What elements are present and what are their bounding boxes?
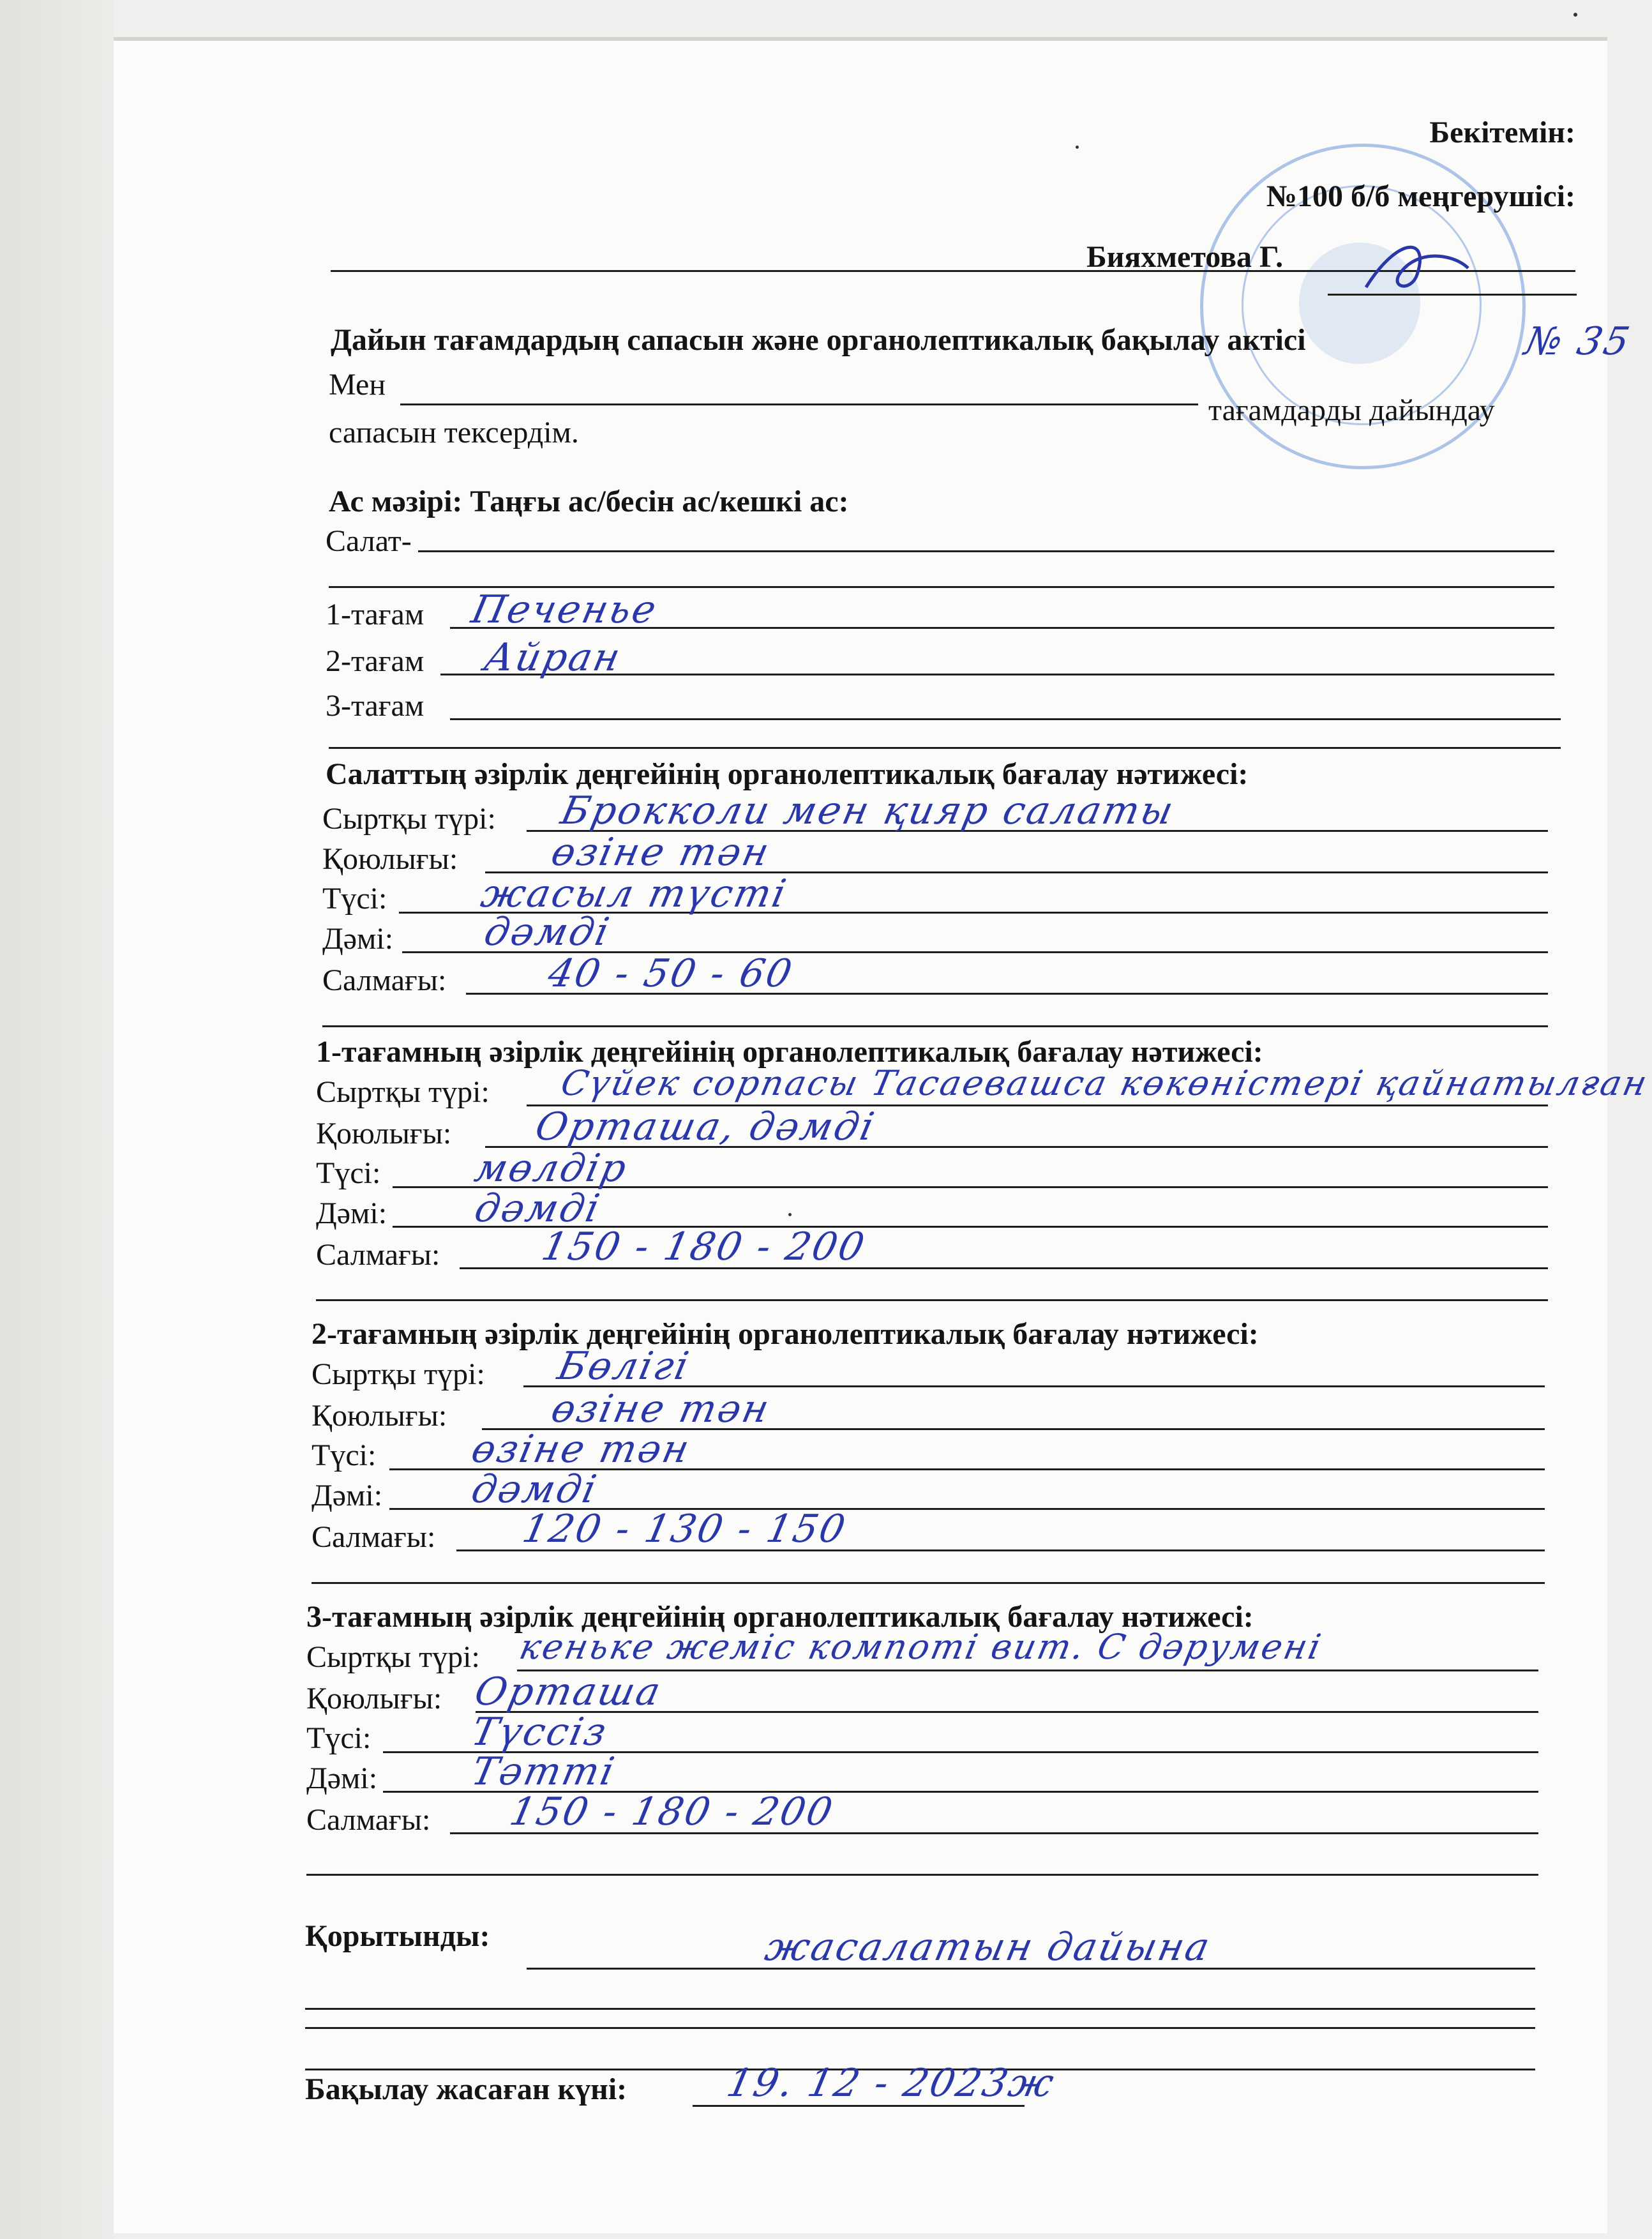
dish1-consistency-label: Қоюлығы: bbox=[316, 1117, 452, 1150]
salad-weight-label: Салмағы: bbox=[322, 963, 447, 997]
conclusion-line-3 bbox=[305, 2027, 1535, 2029]
salad-color-value: жасыл түсті bbox=[477, 871, 792, 916]
act-number: № 35 bbox=[1521, 319, 1635, 364]
approve-label: Бекітемін: bbox=[1429, 116, 1575, 149]
salad-end-line bbox=[322, 1025, 1548, 1027]
salad-appearance-label: Сыртқы түрі: bbox=[322, 802, 496, 836]
dish1-label: 1-тағам bbox=[326, 598, 424, 631]
dish3-appearance-label: Сыртқы түрі: bbox=[306, 1640, 480, 1674]
dish1-taste-label: Дәмі: bbox=[316, 1196, 387, 1230]
dish2-appearance-label: Сыртқы түрі: bbox=[312, 1357, 485, 1391]
dish2-heading: 2-тағамның әзірлік деңгейінің органолептикалық бағалау нәтижесі: bbox=[312, 1317, 1259, 1351]
dish2-appearance-value: Бөлігі bbox=[553, 1344, 695, 1389]
conclusion-value: жасалатын дайына bbox=[761, 1925, 1215, 1970]
dish2-label: 2-тағам bbox=[326, 644, 424, 678]
dish2-taste-label: Дәмі: bbox=[312, 1479, 383, 1512]
dish3-line-2 bbox=[329, 747, 1561, 749]
date-value: 19. 12 - 2023ж bbox=[723, 2061, 1060, 2106]
salad-color-label: Түсі: bbox=[322, 882, 387, 916]
dish1-taste-value: дәмді bbox=[470, 1186, 605, 1231]
dish2-color-label: Түсі: bbox=[312, 1438, 377, 1472]
dish2-taste-value: дәмді bbox=[467, 1467, 602, 1512]
dish3-color-value: Түссіз bbox=[467, 1710, 612, 1754]
menu-label: Ас мәзірі: Таңғы ас/бесін ас/кешкі ас: bbox=[329, 485, 849, 518]
dish2-weight-label: Салмағы: bbox=[312, 1520, 436, 1554]
intro-me: Мен bbox=[329, 368, 386, 402]
dish2-consistency-value: өзіне тән bbox=[547, 1387, 775, 1431]
dish3-line bbox=[450, 718, 1561, 720]
dish2-color-value: өзіне тән bbox=[467, 1427, 695, 1472]
salad-heading: Салаттың әзірлік деңгейінің органолептикалық бағалау нәтижесі: bbox=[326, 757, 1249, 791]
scan-speck bbox=[1076, 146, 1079, 149]
dish1-color-label: Түсі: bbox=[316, 1156, 381, 1190]
dish3-weight-value: 150 - 180 - 200 bbox=[506, 1790, 838, 1834]
dish1-end-line bbox=[316, 1299, 1548, 1301]
dish3-consistency-label: Қоюлығы: bbox=[306, 1682, 442, 1715]
date-label: Бақылау жасаған күні: bbox=[305, 2072, 627, 2106]
dish2-consistency-label: Қоюлығы: bbox=[312, 1399, 447, 1433]
dish3-label: 3-тағам bbox=[326, 689, 424, 723]
salad-line bbox=[418, 550, 1554, 552]
conclusion-label: Қорытынды: bbox=[305, 1919, 490, 1953]
dish3-weight-label: Салмағы: bbox=[306, 1803, 431, 1837]
dish3-end-line bbox=[306, 1874, 1538, 1876]
dish2-end-line bbox=[312, 1582, 1545, 1584]
salad-consistency-label: Қоюлығы: bbox=[322, 842, 458, 876]
salad-taste-label: Дәмі: bbox=[322, 922, 394, 956]
dish1-appearance-label: Сыртқы түрі: bbox=[316, 1075, 490, 1109]
dish3-taste-value: Тәтті bbox=[467, 1749, 620, 1794]
dish3-taste-label: Дәмі: bbox=[306, 1761, 378, 1795]
page-left-shadow bbox=[0, 0, 114, 2239]
salad-weight-value: 40 - 50 - 60 bbox=[544, 951, 798, 996]
position-label: №100 б/б меңгерушісі: bbox=[1266, 179, 1575, 213]
dish3-color-label: Түсі: bbox=[306, 1721, 372, 1755]
sheet-top-edge bbox=[114, 37, 1607, 41]
signature-mark bbox=[1360, 230, 1475, 300]
dish1-weight-value: 150 - 180 - 200 bbox=[537, 1225, 870, 1269]
document-title: Дайын тағамдардың сапасын және органолептикалық бақылау актісі bbox=[331, 323, 1306, 357]
dish2-weight-value: 120 - 130 - 150 bbox=[518, 1507, 851, 1551]
scan-speck bbox=[1573, 13, 1577, 17]
dish1-weight-label: Салмағы: bbox=[316, 1238, 440, 1272]
salad-consistency-value: өзіне тән bbox=[547, 830, 775, 875]
dish3-appearance-line bbox=[517, 1670, 1538, 1671]
dish1-consistency-value: Орташа, дәмді bbox=[531, 1104, 880, 1149]
dish3-consistency-value: Орташа bbox=[470, 1670, 666, 1714]
intro-line2: сапасын тексердім. bbox=[329, 416, 579, 449]
salad-taste-value: дәмді bbox=[480, 910, 615, 954]
dish3-appearance-value: кеньке жеміс компоті вит. С дәрумені bbox=[516, 1627, 1326, 1667]
salad-appearance-value: Брокколи мен қияр салаты bbox=[557, 788, 1179, 833]
conclusion-line-2 bbox=[305, 2008, 1535, 2010]
dish1-appearance-value: Сүйек сорпасы Тасаевашса көкөністері қайнатылған bbox=[557, 1063, 1652, 1103]
dish1-heading: 1-тағамның әзірлік деңгейінің органолептикалық бағалау нәтижесі: bbox=[316, 1035, 1263, 1069]
intro-suffix: тағамдарды дайындау bbox=[1208, 393, 1495, 427]
intro-name-line bbox=[400, 403, 1198, 405]
dish3-heading: 3-тағамның әзірлік деңгейінің органолептикалық бағалау нәтижесі: bbox=[306, 1600, 1254, 1634]
scan-speck bbox=[788, 1213, 792, 1216]
dish1-color-value: мөлдір bbox=[470, 1146, 633, 1191]
signatory-name: Бияхметова Г. bbox=[1086, 240, 1284, 274]
dish1-value: Печенье bbox=[467, 587, 662, 632]
dish2-value: Айран bbox=[480, 635, 626, 680]
salad-label: Салат- bbox=[326, 524, 412, 558]
